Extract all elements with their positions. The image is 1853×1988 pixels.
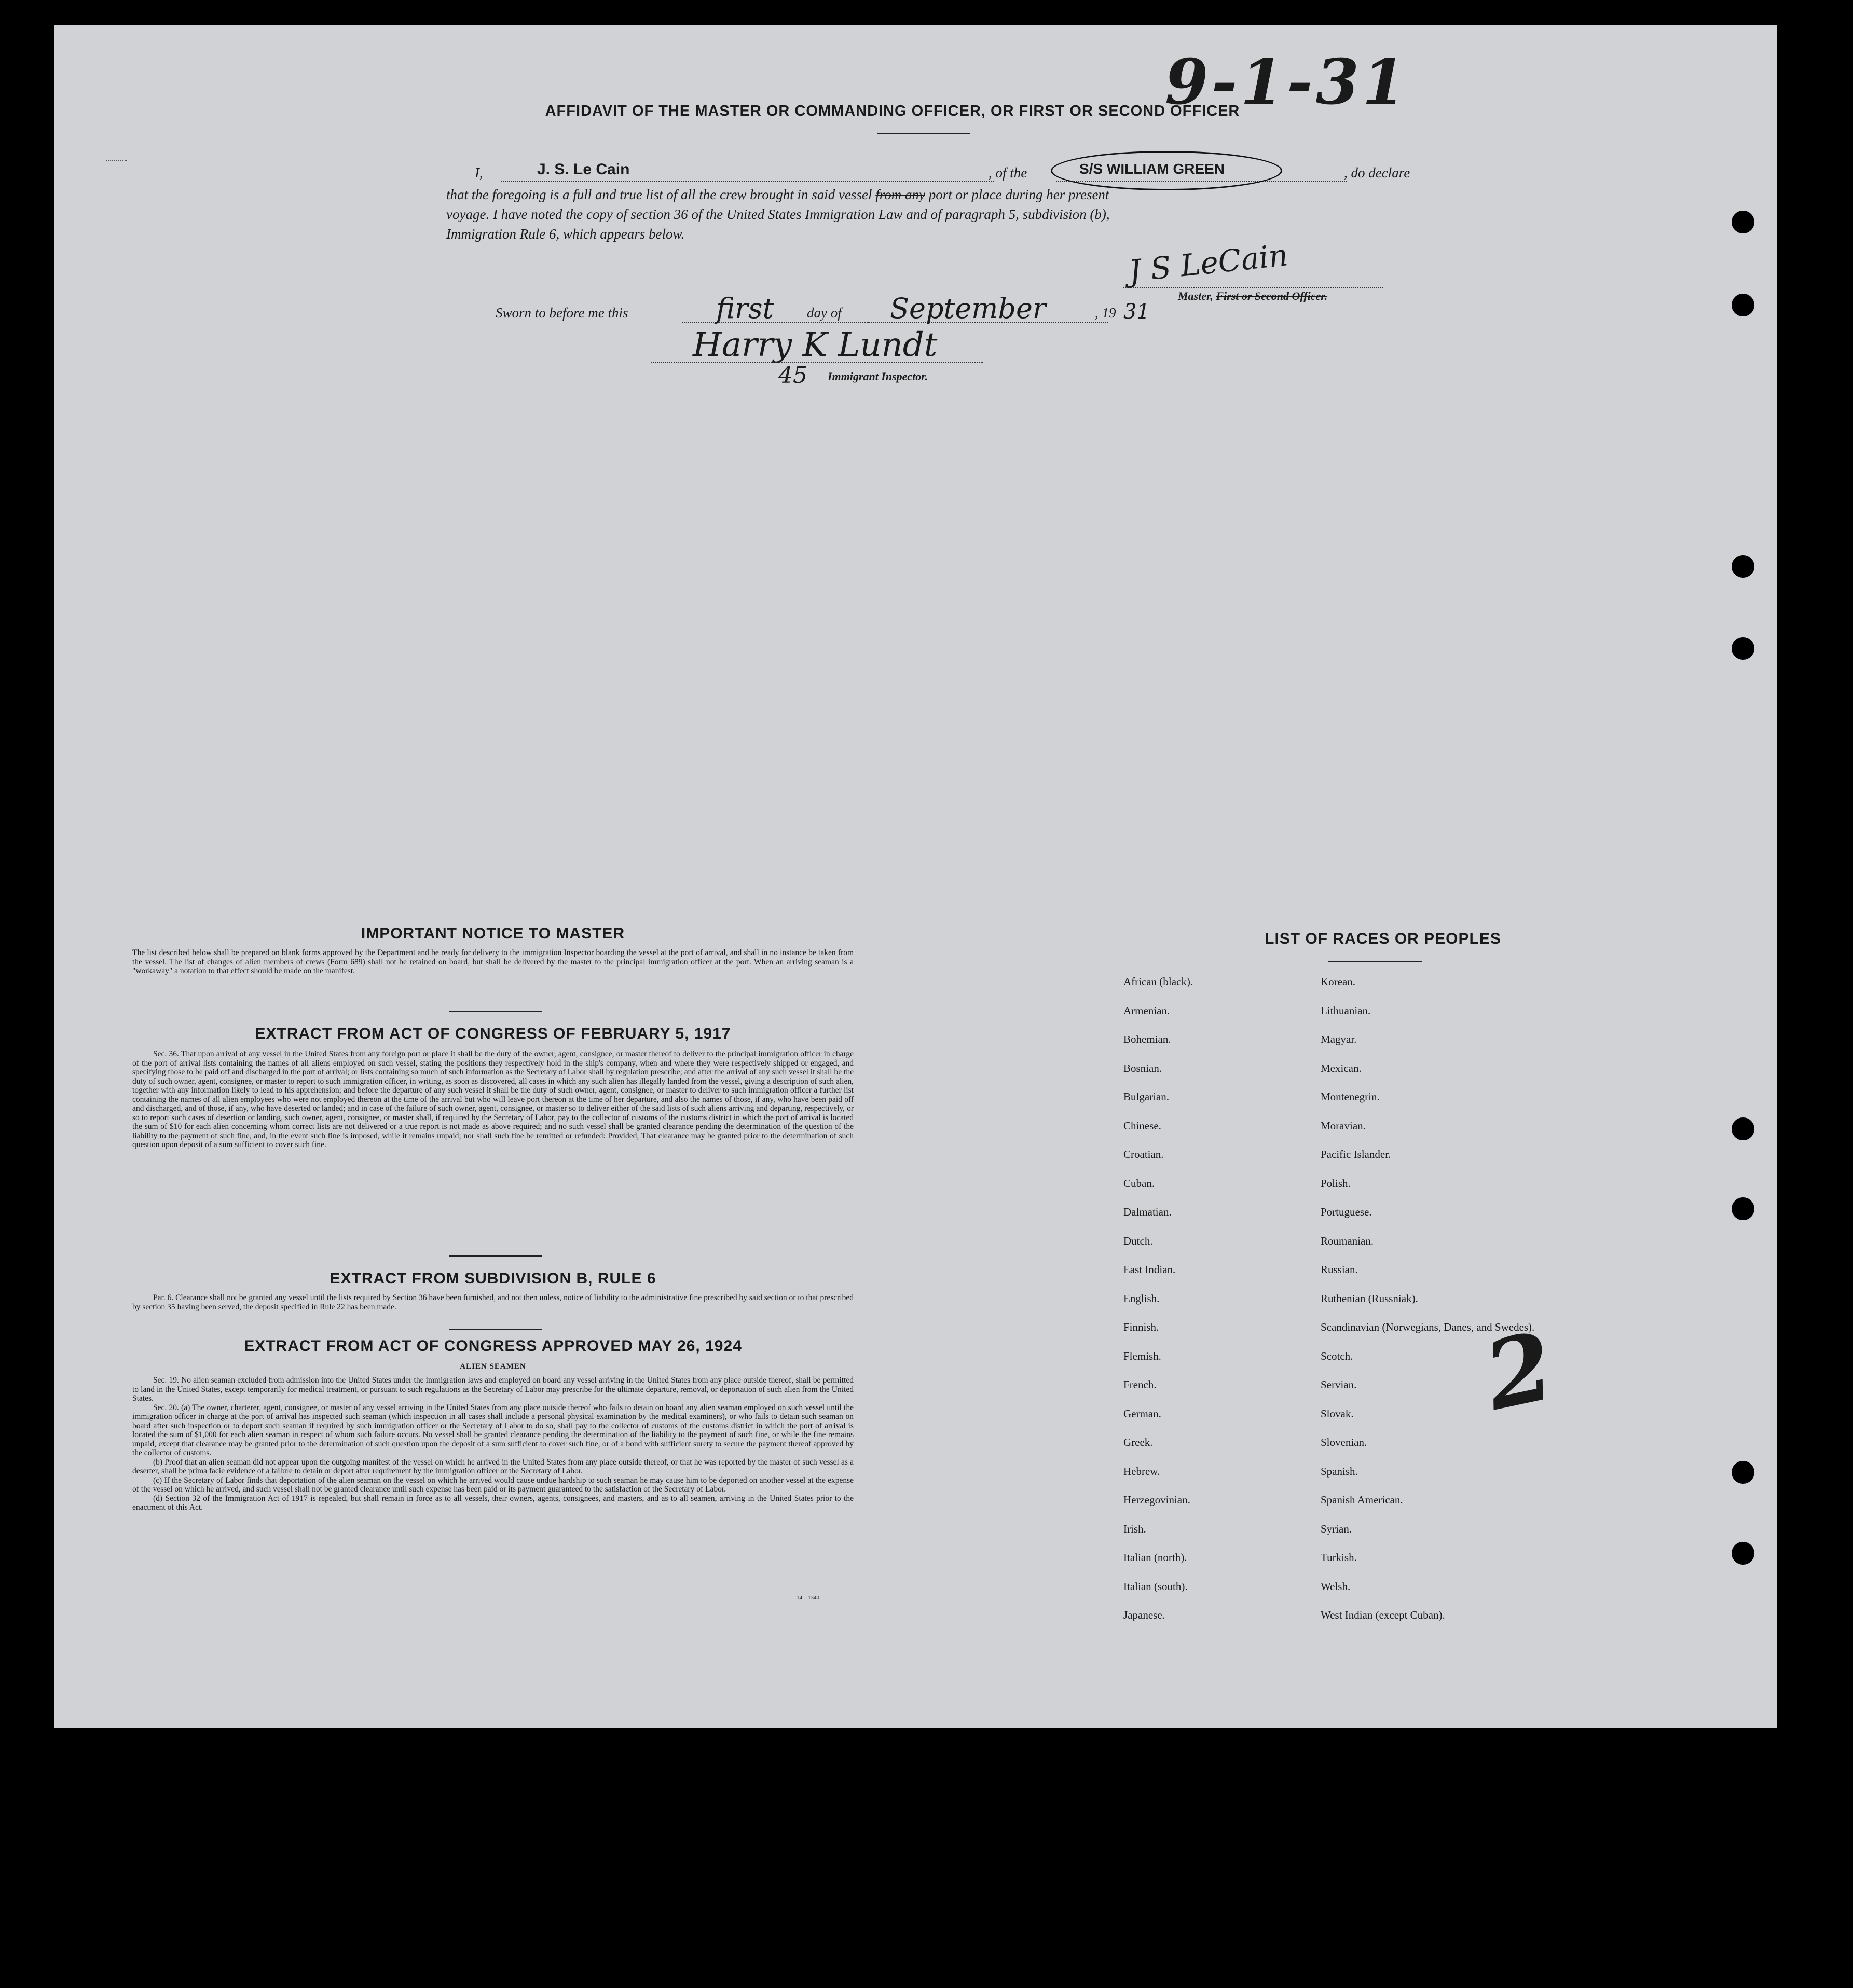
divider bbox=[449, 1011, 542, 1012]
race-item-left: Chinese. bbox=[1123, 1119, 1161, 1132]
master-signature: J S LeCain bbox=[1127, 237, 1290, 289]
document-page bbox=[54, 25, 1777, 1728]
race-item-left: Dalmatian. bbox=[1123, 1206, 1172, 1218]
extract-1924-p2: Sec. 20. (a) The owner, charterer, agent, consignee, or master of any vessel arriving in the United States from any place outside thereof who fails to detain on board any alien seaman employed on such vessel until the immigration officer in charge at the port of arrival has inspected such seaman (which inspection in all cases shall include a personal physical examination by the medical examiners), or who fails to detain such seaman on board after such inspection or to deport such seaman if required by such immigration officer or the Secretary of Labor to do so, shall pay to the collector of customs of the customs district in which the port of arrival is located the sum of $1,000 for each alien seaman in respect of whom such failure occurs. No vessel shall be granted clearance pending the determination of the liability to the payment of such fine, or while the fine remains unpaid, except that clearance may be granted prior to the determination of such question upon the deposit of a sum sufficient to cover such fine, or of a bond with sufficient surety to secure the payment thereof approved by the collector of customs. bbox=[132, 1403, 854, 1457]
day-of-label: day of bbox=[807, 305, 842, 321]
race-item-left: African (black). bbox=[1123, 975, 1193, 988]
extract-rule6-title: EXTRACT FROM SUBDIVISION B, RULE 6 bbox=[330, 1270, 656, 1287]
race-item-left: Bulgarian. bbox=[1123, 1090, 1170, 1103]
divider bbox=[449, 1255, 542, 1257]
race-item-right: Turkish. bbox=[1321, 1551, 1357, 1564]
race-item-right: Syrian. bbox=[1321, 1522, 1352, 1535]
officer-struck: First or Second Officer. bbox=[1216, 289, 1328, 302]
race-item-right: Polish. bbox=[1321, 1177, 1351, 1190]
race-item-left: Cuban. bbox=[1123, 1177, 1155, 1190]
sworn-label: Sworn to before me this bbox=[496, 305, 628, 321]
race-item-left: Bohemian. bbox=[1123, 1033, 1171, 1045]
binder-hole bbox=[1732, 1117, 1754, 1140]
handwritten-date: 9-1-31 bbox=[1165, 46, 1409, 119]
race-item-right: Russian. bbox=[1321, 1263, 1358, 1276]
race-item-right: Lithuanian. bbox=[1321, 1004, 1371, 1017]
race-item-left: Finnish. bbox=[1123, 1321, 1159, 1333]
inspector-number: 45 bbox=[778, 362, 807, 389]
inspector-line bbox=[651, 362, 983, 363]
extract-1924-p3: (b) Proof that an alien seaman did not appear upon the outgoing manifest of the vessel on which he arrived in the United States from any place outside thereof, or that he was reported by the master of such vessel as a deserter, shall be prima facie evidence of a failure to detain or deport after requirement by the immigration officer or the Secretary of Labor. bbox=[132, 1457, 854, 1475]
race-item-left: Italian (north). bbox=[1123, 1551, 1187, 1564]
race-item-left: Bosnian. bbox=[1123, 1061, 1162, 1074]
extract-1924-p5: (d) Section 32 of the Immigration Act of 1917 is repealed, but shall remain in force as to all vessels, their owners, agents, consignees, and masters, and as to all seamen, arriving in the United States prior to the enactment of this Act. bbox=[132, 1494, 854, 1512]
race-item-left: French. bbox=[1123, 1378, 1157, 1391]
race-item-right: Roumanian. bbox=[1321, 1234, 1374, 1247]
affidavit-body-line1 bbox=[446, 187, 1515, 203]
signature-line bbox=[1123, 287, 1383, 288]
race-item-right: Magyar. bbox=[1321, 1033, 1357, 1045]
binder-hole bbox=[1732, 294, 1754, 316]
race-item-right: Scandinavian (Norwegians, Danes, and Swedes). bbox=[1321, 1321, 1535, 1333]
race-item-right: Slovak. bbox=[1321, 1407, 1354, 1420]
race-item-left: Japanese. bbox=[1123, 1609, 1165, 1621]
inspector-label: Immigrant Inspector. bbox=[828, 370, 928, 383]
divider bbox=[877, 133, 970, 134]
race-item-right: Scotch. bbox=[1321, 1349, 1353, 1362]
master-name-line bbox=[501, 181, 994, 182]
sworn-month: September bbox=[890, 292, 1046, 325]
year-suffix: 31 bbox=[1123, 300, 1150, 324]
race-item-right: West Indian (except Cuban). bbox=[1321, 1609, 1445, 1621]
binder-hole bbox=[1732, 1461, 1754, 1484]
race-item-left: Herzegovinian. bbox=[1123, 1494, 1190, 1506]
divider bbox=[449, 1329, 542, 1330]
affidavit-body-line3: Immigration Rule 6, which appears below. bbox=[446, 226, 685, 242]
inspector-signature: Harry K Lundt bbox=[693, 326, 938, 364]
body-line1-strike: from any bbox=[875, 187, 925, 202]
margin-mark: 2 bbox=[1476, 1311, 1562, 1432]
divider bbox=[1328, 961, 1422, 962]
sworn-day-line bbox=[682, 322, 869, 323]
notice-title: IMPORTANT NOTICE TO MASTER bbox=[361, 925, 625, 942]
year-prefix: , 19 bbox=[1095, 305, 1116, 321]
race-item-right: Moravian. bbox=[1321, 1119, 1366, 1132]
race-item-left: Armenian. bbox=[1123, 1004, 1170, 1017]
body-line1-post: port or place during her present bbox=[928, 187, 1109, 202]
race-item-right: Welsh. bbox=[1321, 1580, 1351, 1593]
master-title bbox=[1178, 289, 1327, 303]
affidavit-body-line2: voyage. I have noted the copy of section 36 of the United States Immigration Law and of paragraph 5, subdivision (b), bbox=[446, 206, 1110, 222]
of-the-label: , of the bbox=[989, 165, 1027, 181]
race-item-right: Montenegrin. bbox=[1321, 1090, 1380, 1103]
extract-1924-subtitle: ALIEN SEAMEN bbox=[460, 1362, 526, 1371]
do-declare-label: , do declare bbox=[1344, 165, 1410, 181]
binder-hole bbox=[1732, 555, 1754, 578]
form-number: 14—1340 bbox=[797, 1595, 819, 1601]
races-title: LIST OF RACES OR PEOPLES bbox=[1265, 930, 1501, 947]
race-item-left: English. bbox=[1123, 1292, 1160, 1305]
race-item-right: Pacific Islander. bbox=[1321, 1148, 1391, 1161]
extract-rule6-text: Par. 6. Clearance shall not be granted any vessel until the lists required by Section 36 have been furnished, and not then unless, notice of liability to the administrative fine prescribed by said section or to that prescribed by section 35 having been served, the deposit specified in Rule 22 has been made. bbox=[132, 1293, 854, 1311]
race-item-right: Portuguese. bbox=[1321, 1206, 1372, 1218]
extract-1924-p4: (c) If the Secretary of Labor finds that deportation of the alien seaman on the vessel on which he arrived would cause undue hardship to such seaman he may cause him to be deported on another vessel at the expense of the vessel on which he arrived, and such vessel shall not be granted clearance until such expense has been paid or its payment guaranteed to the satisfaction of the Secretary of Labor. bbox=[132, 1475, 854, 1494]
extract-1924-body bbox=[132, 1376, 854, 1512]
race-item-left: Flemish. bbox=[1123, 1349, 1161, 1362]
binder-hole bbox=[1732, 1542, 1754, 1565]
notice-text: The list described below shall be prepared on blank forms approved by the Department and be ready for delivery to the immigration Inspector boarding the vessel at the port of arrival, and shall in no instance be taken from the vessel. The list of changes of alien members of crews (Form 689) shall not be retained on board, but shall be delivered by the master to the principal immigration officer at the port. When an arriving seaman is a "workaway" a notation to that effect should be made on the manifest. bbox=[132, 948, 854, 975]
race-item-right: Korean. bbox=[1321, 975, 1356, 988]
extract-1924-title: EXTRACT FROM ACT OF CONGRESS APPROVED MAY 26, 1924 bbox=[244, 1337, 742, 1355]
extract-1917-text: Sec. 36. That upon arrival of any vessel in the United States from any foreign port or place it shall be the duty of the owner, agent, consignee, or master thereof to deliver to the principal immigration officer in charge of the port of arrival lists containing the names of all aliens employed on such vessel, stating the positions they respectively hold in the ship's company, when and where they were respectively shipped or engaged, and specifying those to be paid off and discharged in the port of arrival; or lists containing so much of such information as the Secretary of Labor shall by regulation prescribe; and after the arrival of any such vessel it shall be the duty of such owner, agent, consignee, or master to report to such immigration officer, in writing, as soon as discovered, all cases in which any such alien has illegally landed from the vessel, giving a description of such alien, together with any information likely to lead to his apprehension; and before the departure of any such vessel it shall be the duty of such owner, agent, consignee, or master to deliver to such immigration officer a further list containing the names of all alien employees who were not employed thereon at the time of the arrival but who will leave port thereon at the time of her departure, and also the names of those, if any, who have been paid off and discharged, and of those, if any, who have deserted or landed; and in case of the failure of such owner, agent, consignee, or master so to deliver either of the said lists of such aliens arriving and departing, respectively, or so to report such cases of desertion or landing, such owner, agent, consignee, or master shall, if required by the Secretary of Labor, pay to the collector of customs of the customs district in which the port of arrival is located the sum of $10 for each alien concerning whom correct lists are not delivered or a true report is not made as above required; and no such vessel shall be granted clearance pending the determination of the question of the liability to the payment of such fine, and, in the event such fine is imposed, while it remains unpaid; nor shall such fine be remitted or refunded: Provided, That clearance may be granted prior to the determination of such question upon deposit of a sum sufficient to cover such fine. bbox=[132, 1050, 854, 1149]
binder-hole bbox=[1732, 637, 1754, 660]
race-item-left: Irish. bbox=[1123, 1522, 1146, 1535]
race-item-right: Mexican. bbox=[1321, 1061, 1362, 1074]
vessel-name: S/S WILLIAM GREEN bbox=[1079, 161, 1225, 177]
extract-1917-title: EXTRACT FROM ACT OF CONGRESS OF FEBRUARY 5, 1917 bbox=[255, 1025, 731, 1042]
race-item-left: Greek. bbox=[1123, 1436, 1153, 1448]
race-item-left: Dutch. bbox=[1123, 1234, 1153, 1247]
race-item-left: Italian (south). bbox=[1123, 1580, 1188, 1593]
race-item-right: Slovenian. bbox=[1321, 1436, 1367, 1448]
sworn-day: first bbox=[716, 292, 774, 325]
race-item-right: Ruthenian (Russniak). bbox=[1321, 1292, 1418, 1305]
binder-hole bbox=[1732, 211, 1754, 233]
scan-artifact bbox=[106, 160, 127, 166]
affidavit-i-label: I, bbox=[475, 165, 483, 181]
extract-1924-p1: Sec. 19. No alien seaman excluded from admission into the United States under the immigration laws and employed on board any vessel arriving in the United States from any place outside thereof, shall be permitted to land in the United States, except temporarily for medical treatment, or pursuant to such regulations as the Secretary of Labor may prescribe for the ultimate departure, removal, or deportation of such alien from the United States. bbox=[132, 1376, 854, 1403]
race-item-left: Hebrew. bbox=[1123, 1465, 1160, 1478]
binder-hole bbox=[1732, 1197, 1754, 1220]
race-item-left: East Indian. bbox=[1123, 1263, 1176, 1276]
master-label: Master, bbox=[1178, 289, 1213, 302]
race-item-right: Spanish American. bbox=[1321, 1494, 1403, 1506]
race-item-right: Servian. bbox=[1321, 1378, 1357, 1391]
race-item-left: Croatian. bbox=[1123, 1148, 1164, 1161]
race-item-left: German. bbox=[1123, 1407, 1161, 1420]
affidavit-title: AFFIDAVIT OF THE MASTER OR COMMANDING OFFICER, OR FIRST OR SECOND OFFICER bbox=[545, 103, 1240, 119]
body-line1-pre: that the foregoing is a full and true list of all the crew brought in said vessel bbox=[446, 187, 872, 202]
master-name: J. S. Le Cain bbox=[537, 161, 630, 178]
race-item-right: Spanish. bbox=[1321, 1465, 1358, 1478]
